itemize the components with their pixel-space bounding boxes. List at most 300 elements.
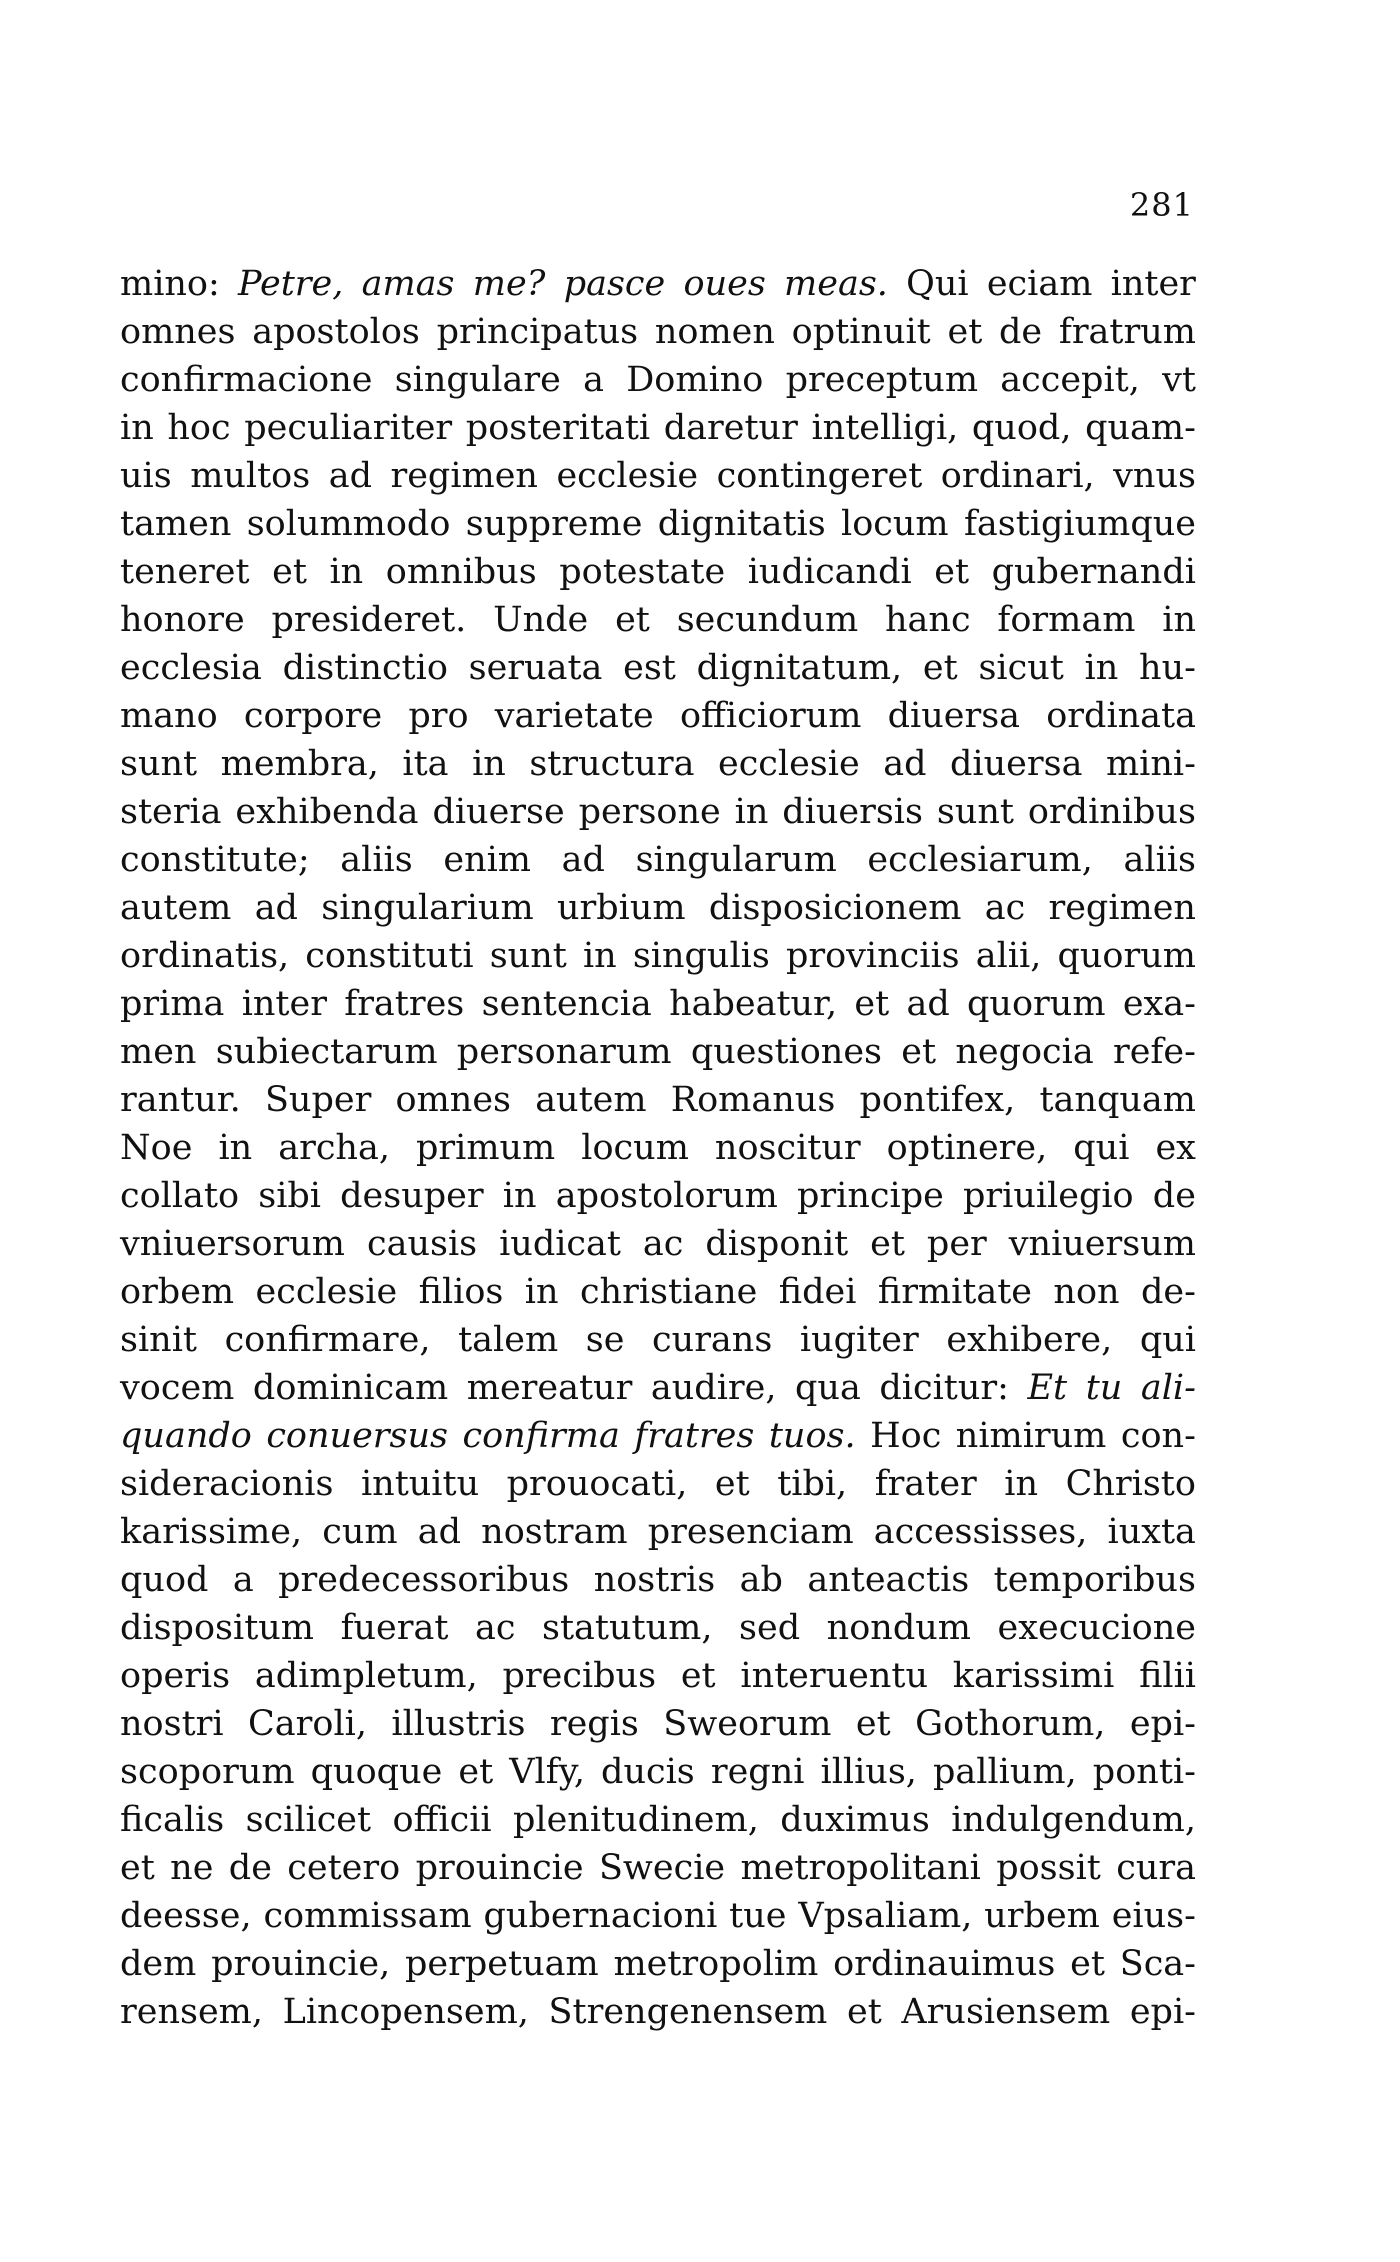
word: autem bbox=[535, 1080, 647, 1120]
word: qui bbox=[1139, 1320, 1196, 1360]
word: Christo bbox=[1065, 1464, 1196, 1504]
word: commissam bbox=[263, 1896, 472, 1936]
word: in bbox=[1084, 648, 1119, 688]
word: diuerse bbox=[432, 792, 565, 832]
word: collato bbox=[120, 1176, 240, 1216]
word: sideracionis bbox=[120, 1464, 334, 1504]
word: illius, bbox=[820, 1752, 917, 1792]
word: quoque bbox=[310, 1752, 443, 1792]
word: dignitatis bbox=[657, 504, 826, 544]
word: audire, bbox=[650, 1368, 777, 1408]
word: enim bbox=[443, 840, 531, 880]
word: scilicet bbox=[245, 1800, 372, 1840]
word: et bbox=[846, 1992, 882, 2032]
word: filii bbox=[1139, 1656, 1196, 1696]
word: ecclesia bbox=[120, 648, 262, 688]
word: sunt bbox=[120, 744, 198, 784]
word: iuxta bbox=[1107, 1512, 1196, 1552]
word: presideret. bbox=[271, 600, 467, 640]
word: et bbox=[854, 984, 890, 1024]
word: pontifex, bbox=[859, 1080, 1016, 1120]
word: epi- bbox=[1129, 1704, 1196, 1744]
word: orbem bbox=[120, 1272, 235, 1312]
word: honore bbox=[120, 600, 245, 640]
text-line bbox=[120, 260, 1196, 308]
word: qua bbox=[795, 1368, 861, 1408]
word: in bbox=[524, 1272, 559, 1312]
word: apostolos bbox=[252, 312, 420, 352]
word: vniuersum bbox=[1008, 1224, 1196, 1264]
word: regimen bbox=[1048, 888, 1196, 928]
word: ducis bbox=[601, 1752, 695, 1792]
word: duximus bbox=[780, 1800, 930, 1840]
word: metropolim bbox=[613, 1944, 819, 1984]
word: seruata bbox=[468, 648, 603, 688]
word: formam bbox=[997, 600, 1136, 640]
word: tu bbox=[1085, 1368, 1123, 1408]
word: ordinauimus bbox=[833, 1944, 1056, 1984]
word: confirmare, bbox=[224, 1320, 431, 1360]
word: et bbox=[272, 552, 307, 592]
word: singulis bbox=[632, 936, 770, 976]
word: hu- bbox=[1139, 648, 1196, 688]
word: primum bbox=[416, 1128, 556, 1168]
word: Sweorum bbox=[663, 1704, 832, 1744]
word: habeatur, bbox=[669, 984, 838, 1024]
word: inter bbox=[241, 984, 327, 1024]
word: exhibere, bbox=[946, 1320, 1113, 1360]
word: nondum bbox=[826, 1608, 971, 1648]
word: et bbox=[922, 648, 958, 688]
word: quam- bbox=[1085, 408, 1196, 448]
word: in bbox=[218, 1128, 253, 1168]
word: et bbox=[934, 552, 970, 592]
word: et bbox=[901, 1032, 937, 1072]
word: regimen bbox=[390, 456, 538, 496]
word: ordinatis, bbox=[120, 936, 290, 976]
text-line bbox=[120, 1604, 1196, 1652]
word: in bbox=[472, 744, 506, 784]
word: rensem, bbox=[120, 1992, 263, 2032]
word: firmitate bbox=[877, 1272, 1033, 1312]
word: ne bbox=[170, 1848, 214, 1888]
word: personarum bbox=[456, 1032, 672, 1072]
word: dignitatum, bbox=[696, 648, 903, 688]
word: Swecie bbox=[598, 1848, 726, 1888]
word: aliis bbox=[1123, 840, 1196, 880]
word: nimirum bbox=[955, 1416, 1107, 1456]
word: varietate bbox=[494, 696, 654, 736]
word: urbem bbox=[984, 1896, 1100, 1936]
text-line bbox=[120, 740, 1196, 788]
word: tuos. bbox=[768, 1416, 856, 1456]
word: contingeret bbox=[716, 456, 923, 496]
word: ita bbox=[402, 744, 449, 784]
word: subiectarum bbox=[215, 1032, 438, 1072]
word: ad bbox=[417, 1512, 462, 1552]
word: officii bbox=[392, 1800, 492, 1840]
word: execucione bbox=[997, 1608, 1196, 1648]
text-line bbox=[120, 692, 1196, 740]
text-line bbox=[120, 548, 1196, 596]
word: de bbox=[228, 1848, 272, 1888]
text-line bbox=[120, 1700, 1196, 1748]
word: in bbox=[734, 792, 769, 832]
word: sed bbox=[739, 1608, 801, 1648]
word: presenciam bbox=[647, 1512, 854, 1552]
word: ordinata bbox=[1046, 696, 1196, 736]
word: Qui bbox=[906, 264, 969, 304]
word: Lincopensem, bbox=[282, 1992, 529, 2032]
word: regis bbox=[549, 1704, 639, 1744]
word: et bbox=[855, 1704, 891, 1744]
word: et bbox=[870, 1224, 905, 1264]
word: negocia bbox=[955, 1032, 1094, 1072]
word: quorum bbox=[1057, 936, 1196, 976]
word: in bbox=[1162, 600, 1196, 640]
word: diuersa bbox=[950, 744, 1083, 784]
word: sunt bbox=[489, 936, 567, 976]
word: principe bbox=[797, 1176, 944, 1216]
word: ecclesie bbox=[255, 1272, 398, 1312]
word: et bbox=[615, 600, 650, 640]
word: non bbox=[1053, 1272, 1120, 1312]
word: se bbox=[585, 1320, 625, 1360]
word: per bbox=[926, 1224, 987, 1264]
word: filios bbox=[418, 1272, 504, 1312]
word: precibus bbox=[502, 1656, 657, 1696]
word: Petre, bbox=[238, 264, 344, 304]
word: indulgendum, bbox=[951, 1800, 1196, 1840]
word: plenitudinem, bbox=[513, 1800, 759, 1840]
text-line bbox=[120, 884, 1196, 932]
word: steria bbox=[120, 792, 222, 832]
word: adimpletum, bbox=[254, 1656, 478, 1696]
word: anteactis bbox=[807, 1560, 970, 1600]
word: Strengenensem bbox=[548, 1992, 828, 2032]
word: quando bbox=[120, 1416, 252, 1456]
text-line bbox=[120, 1364, 1196, 1412]
word: uis bbox=[120, 456, 172, 496]
word: ac bbox=[475, 1608, 516, 1648]
word: omnes bbox=[120, 312, 236, 352]
text-line bbox=[120, 1988, 1196, 2036]
word: vt bbox=[1162, 360, 1196, 400]
word: ecclesie bbox=[717, 744, 860, 784]
word: potestate bbox=[559, 552, 726, 592]
word: prouocati, bbox=[506, 1464, 688, 1504]
word: ecclesiarum, bbox=[867, 840, 1093, 880]
word: dispositum bbox=[120, 1608, 314, 1648]
word: prima bbox=[120, 984, 225, 1024]
word: apostolorum bbox=[555, 1176, 778, 1216]
word: principatus bbox=[436, 312, 639, 352]
word: ac bbox=[642, 1224, 684, 1264]
word: dicitur: bbox=[879, 1368, 1009, 1408]
word: de- bbox=[1140, 1272, 1196, 1312]
word: rantur. bbox=[120, 1080, 241, 1120]
word: mereatur bbox=[466, 1368, 633, 1408]
word: ex bbox=[1155, 1128, 1196, 1168]
text-line bbox=[120, 1508, 1196, 1556]
word: inter bbox=[1110, 264, 1196, 304]
word: con- bbox=[1120, 1416, 1196, 1456]
word: alii, bbox=[975, 936, 1042, 976]
word: sentencia bbox=[481, 984, 652, 1024]
word: secundum bbox=[676, 600, 859, 640]
word: solummodo bbox=[246, 504, 451, 544]
text-line bbox=[120, 1124, 1196, 1172]
word: nostris bbox=[593, 1560, 716, 1600]
word: disponit bbox=[705, 1224, 849, 1264]
word: refe- bbox=[1112, 1032, 1196, 1072]
word: causis bbox=[366, 1224, 478, 1264]
word: sibi bbox=[258, 1176, 321, 1216]
word: men bbox=[120, 1032, 197, 1072]
word: corpore bbox=[243, 696, 383, 736]
text-line bbox=[120, 1460, 1196, 1508]
word: predecessoribus bbox=[278, 1560, 570, 1600]
word: ad bbox=[561, 840, 605, 880]
word: pasce bbox=[563, 264, 666, 304]
word: fuerat bbox=[340, 1608, 449, 1648]
word: fratrum bbox=[1058, 312, 1196, 352]
word: Hoc bbox=[870, 1416, 942, 1456]
word: singularum bbox=[635, 840, 837, 880]
text-line bbox=[120, 404, 1196, 452]
word: aliis bbox=[340, 840, 413, 880]
text-line bbox=[120, 1748, 1196, 1796]
word: constituti bbox=[305, 936, 474, 976]
word: ordinari, bbox=[940, 456, 1095, 496]
word: multos bbox=[190, 456, 311, 496]
word: locum bbox=[841, 504, 949, 544]
word: meas. bbox=[784, 264, 888, 304]
word: officiorum bbox=[679, 696, 862, 736]
word: diuersis bbox=[782, 792, 923, 832]
text-line bbox=[120, 644, 1196, 692]
word: Sca- bbox=[1119, 1944, 1196, 1984]
word: Gothorum, bbox=[915, 1704, 1106, 1744]
word: iudicandi bbox=[747, 552, 912, 592]
word: gubernacioni bbox=[483, 1896, 718, 1936]
word: me? bbox=[472, 264, 546, 304]
word: conuersus bbox=[266, 1416, 448, 1456]
word: posteritati bbox=[465, 408, 651, 448]
text-line bbox=[120, 1220, 1196, 1268]
word: Caroli, bbox=[248, 1704, 367, 1744]
text-line bbox=[120, 452, 1196, 500]
word: de bbox=[1152, 1176, 1196, 1216]
word: intuitu bbox=[360, 1464, 480, 1504]
word: karissimi bbox=[952, 1656, 1115, 1696]
word: a bbox=[232, 1560, 254, 1600]
word: cura bbox=[1116, 1848, 1196, 1888]
word: peculiariter bbox=[244, 408, 453, 448]
text-line bbox=[120, 308, 1196, 356]
word: ponti- bbox=[1092, 1752, 1196, 1792]
word: Arusiensem bbox=[901, 1992, 1111, 2032]
word: ad bbox=[254, 888, 298, 928]
word: nostri bbox=[120, 1704, 224, 1744]
word: Domino bbox=[626, 360, 764, 400]
word: diuersa bbox=[887, 696, 1021, 736]
word: de bbox=[999, 312, 1043, 352]
word: prouincie, bbox=[211, 1944, 391, 1984]
word: exa- bbox=[1122, 984, 1196, 1024]
word: mano bbox=[120, 696, 218, 736]
word: dem bbox=[120, 1944, 197, 1984]
word: Vlfy, bbox=[509, 1752, 585, 1792]
word: optinuit bbox=[791, 312, 931, 352]
word: est bbox=[623, 648, 676, 688]
text-line bbox=[120, 1268, 1196, 1316]
word: vocem bbox=[120, 1368, 235, 1408]
word: curans bbox=[652, 1320, 773, 1360]
text-line bbox=[120, 356, 1196, 404]
word: confirmacione bbox=[120, 360, 373, 400]
word: operis bbox=[120, 1656, 231, 1696]
text-line bbox=[120, 1412, 1196, 1460]
word: cum bbox=[322, 1512, 398, 1552]
text-line bbox=[120, 596, 1196, 644]
word: karissime, bbox=[120, 1512, 303, 1552]
word: et bbox=[1070, 1944, 1105, 1984]
body-text bbox=[120, 260, 1196, 2036]
word: persone bbox=[578, 792, 721, 832]
word: scoporum bbox=[120, 1752, 295, 1792]
word: christiane bbox=[579, 1272, 758, 1312]
word: et bbox=[120, 1848, 155, 1888]
word: singularium bbox=[321, 888, 534, 928]
word: vnus bbox=[1113, 456, 1196, 496]
page-number: 281 bbox=[1129, 186, 1194, 224]
word: cetero bbox=[287, 1848, 401, 1888]
word: ficalis bbox=[120, 1800, 225, 1840]
word: illustris bbox=[391, 1704, 526, 1744]
word: possit bbox=[996, 1848, 1101, 1888]
word: Romanus bbox=[670, 1080, 836, 1120]
word: fratres bbox=[634, 1416, 755, 1456]
word: singulare bbox=[394, 360, 561, 400]
word: mino: bbox=[120, 264, 220, 304]
word: Noe bbox=[120, 1128, 193, 1168]
word: frater bbox=[874, 1464, 977, 1504]
word: et bbox=[680, 1656, 716, 1696]
word: in bbox=[582, 936, 617, 976]
word: deesse, bbox=[120, 1896, 252, 1936]
word: ad bbox=[906, 984, 950, 1024]
word: noscitur bbox=[714, 1128, 861, 1168]
word: preceptum bbox=[785, 360, 979, 400]
word: membra, bbox=[220, 744, 379, 784]
word: dominicam bbox=[252, 1368, 449, 1408]
word: ad bbox=[328, 456, 372, 496]
text-line bbox=[120, 788, 1196, 836]
word: in bbox=[502, 1176, 537, 1216]
word: et bbox=[714, 1464, 750, 1504]
word: disposicionem bbox=[708, 888, 962, 928]
word: locum bbox=[581, 1128, 689, 1168]
word: temporibus bbox=[993, 1560, 1196, 1600]
word: tibi, bbox=[777, 1464, 848, 1504]
word: et bbox=[458, 1752, 494, 1792]
text-line bbox=[120, 500, 1196, 548]
word: pallium, bbox=[933, 1752, 1077, 1792]
word: sicut bbox=[978, 648, 1064, 688]
word: Et bbox=[1027, 1368, 1068, 1408]
text-line bbox=[120, 1844, 1196, 1892]
word: tue bbox=[729, 1896, 787, 1936]
word: distinctio bbox=[282, 648, 448, 688]
word: ab bbox=[739, 1560, 783, 1600]
word: questiones bbox=[690, 1032, 882, 1072]
text-line bbox=[120, 1652, 1196, 1700]
word: oues bbox=[683, 264, 766, 304]
word: fastigiumque bbox=[963, 504, 1196, 544]
text-line bbox=[120, 1316, 1196, 1364]
word: a bbox=[583, 360, 604, 400]
word: priuilegio bbox=[962, 1176, 1134, 1216]
word: in bbox=[1004, 1464, 1039, 1504]
text-line bbox=[120, 932, 1196, 980]
word: amas bbox=[361, 264, 455, 304]
word: tamen bbox=[120, 504, 232, 544]
word: archa, bbox=[278, 1128, 390, 1168]
word: et bbox=[947, 312, 983, 352]
word: ecclesie bbox=[556, 456, 699, 496]
word: confirma bbox=[462, 1416, 620, 1456]
word: vniuersorum bbox=[120, 1224, 345, 1264]
word: iugiter bbox=[799, 1320, 919, 1360]
word: fidei bbox=[778, 1272, 857, 1312]
word: quod bbox=[120, 1560, 209, 1600]
word: in bbox=[120, 408, 154, 448]
word: exhibenda bbox=[235, 792, 419, 832]
word: provinciis bbox=[785, 936, 960, 976]
text-line bbox=[120, 1892, 1196, 1940]
word: ad bbox=[883, 744, 927, 784]
word: prouincie bbox=[415, 1848, 584, 1888]
text-line bbox=[120, 980, 1196, 1028]
word: urbium bbox=[556, 888, 686, 928]
word: intelligi, bbox=[811, 408, 959, 448]
word: eciam bbox=[986, 264, 1093, 304]
word: suppreme bbox=[465, 504, 643, 544]
word: regni bbox=[710, 1752, 805, 1792]
word: gubernandi bbox=[991, 552, 1196, 592]
word: perpetuam bbox=[405, 1944, 599, 1984]
word: accepit, bbox=[1000, 360, 1140, 400]
word: nomen bbox=[654, 312, 775, 352]
word: optinere, bbox=[886, 1128, 1048, 1168]
word: quod, bbox=[971, 408, 1072, 448]
word: constitute; bbox=[120, 840, 310, 880]
word: sunt bbox=[936, 792, 1014, 832]
word: epi- bbox=[1129, 1992, 1196, 2032]
text-line bbox=[120, 1172, 1196, 1220]
word: hoc bbox=[167, 408, 231, 448]
text-line bbox=[120, 1028, 1196, 1076]
word: iudicat bbox=[499, 1224, 621, 1264]
word: nostram bbox=[481, 1512, 628, 1552]
word: ali- bbox=[1140, 1368, 1196, 1408]
text-line bbox=[120, 1076, 1196, 1124]
word: in bbox=[329, 552, 364, 592]
word: omnibus bbox=[385, 552, 537, 592]
text-line bbox=[120, 1796, 1196, 1844]
word: eius- bbox=[1111, 1896, 1196, 1936]
